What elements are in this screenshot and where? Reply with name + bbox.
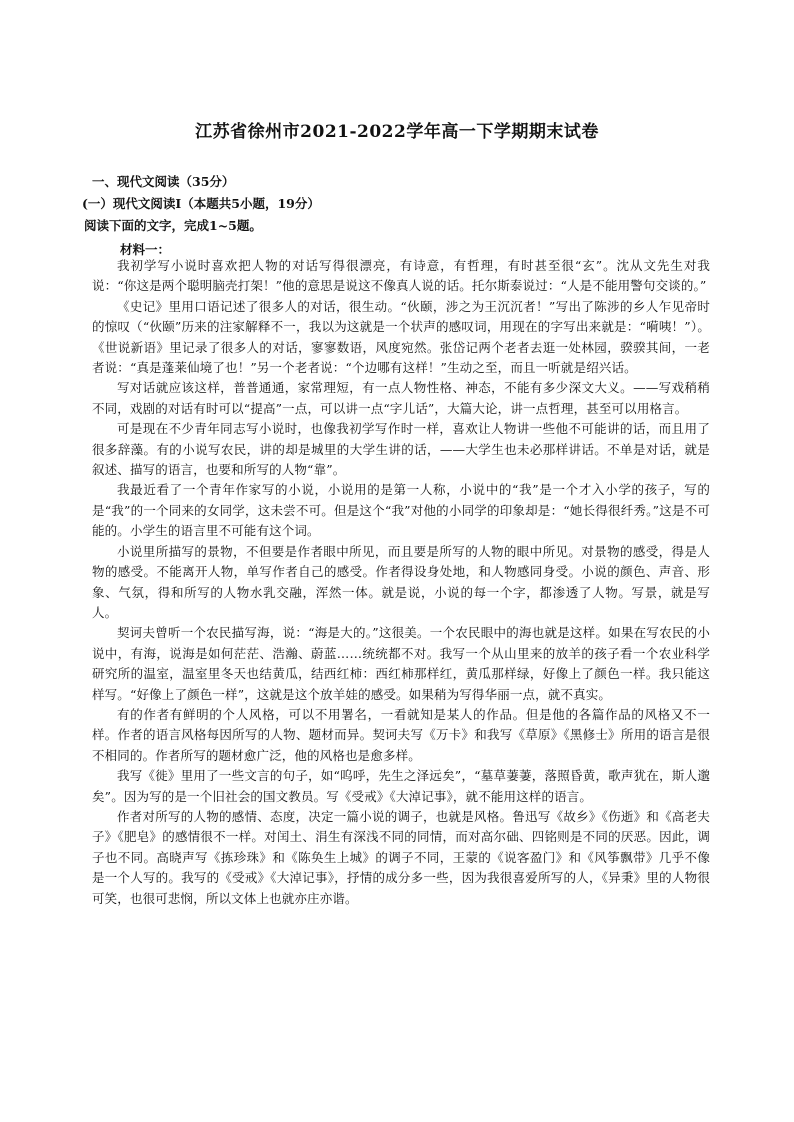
paragraph: 契诃夫曾听一个农民描写海，说：“海是大的。”这很美。一个农民眼中的海也就是这样。如果在写农民的小说中，有海，说海是如何茫茫、浩瀚、蔚蓝……统统都不对。我写一个从山里来的放羊的孩子看一个农业科学研究所的温室，温室里冬天也结黄瓜，结西红柿：西红柿那样红，黄瓜那样绿，好像上了颜色一样。我只能这样写。“好像上了颜色一样”，这就是这个放羊娃的感受。如果稍为写得华丽一点，就不真实。 — [92, 625, 710, 702]
paragraph: 《史记》里用口语记述了很多人的对话，很生动。“伙颐，涉之为王沉沉者！”写出了陈涉的乡人乍见帝时的惊叹（“伙颐”历来的注家解释不一，我以为这就是一个状声的感叹词，用现在的字写出来就是：“嗬咦！”）。《世说新语》里记录了很多人的对话，寥寥数语，风度宛然。张岱记两个老者去逛一处林园，骙骙其间，一老者说：“真是蓬莱仙境了也！”另一个老者说：“个边哪有这样！”生动之至，而且一听就是绍兴话。 — [92, 298, 710, 376]
paragraph: 可是现在不少青年同志写小说时，也像我初学写作时一样，喜欢让人物讲一些他不可能讲的话，而且用了很多辞藻。有的小说写农民，讲的却是城里的大学生讲的话，——大学生也未必那样讲话。不单是对话，就是叙述、描写的语言，也要和所写的人物“靠”。 — [92, 421, 710, 478]
page-title: 江苏省徐州市2021-2022学年高一下学期期末试卷 — [195, 122, 599, 142]
paragraph: 有的作者有鲜明的个人风格，可以不用署名，一看就知是某人的作品。但是他的各篇作品的风格又不一样。作者的语言风格每因所写的人物、题材而异。契诃夫写《万卡》和我写《草原》《黑修士》所用的语言是很不相同的。作者所写的题材愈广泛，他的风格也是愈多样。 — [92, 706, 710, 763]
section-heading: 一、现代文阅读（35分） — [92, 174, 235, 189]
paragraph: 我最近看了一个青年作家写的小说，小说用的是第一人称，小说中的“我”是一个才入小学的孩子，写的是“我”的一个同来的女同学，这未尝不可。但是这个“我”对他的小同学的印象却是：“她长得很纤秀。”这是不可能的。小学生的语言里不可能有这个词。 — [92, 482, 710, 539]
article-body — [92, 256, 710, 909]
paragraph: 写对话就应该这样，普普通通，家常理短，有一点人物性格、神态，不能有多少深文大义。——写戏稍稍不同，戏剧的对话有时可以“提高”一点，可以讲一点“字儿话”，大篇大论，讲一点哲理，甚至可以用格言。 — [92, 380, 710, 416]
paragraph: 我写《徙》里用了一些文言的句子，如“呜呼，先生之泽远矣”，“墓草萋萋，落照昏黄，歌声犹在，斯人邈矣”。因为写的是一个旧社会的国文教员。写《受戒》《大淖记事》，就不能用这样的语言。 — [92, 768, 710, 804]
paragraph: 作者对所写的人物的感情、态度，决定一篇小说的调子，也就是风格。鲁迅写《故乡》《伤逝》和《高老夫子》《肥皂》的感情很不一样。对闰土、涓生有深浅不同的同情，而对高尔础、四铭则是不同的厌恶。因此，调子也不同。高晓声写《拣珍珠》和《陈奂生上城》的调子不同，王蒙的《说客盈门》和《风筝飘带》几乎不像是一个人写的。我写的《受戒》《大淖记事》，抒情的成分多一些，因为我很喜爱所写的人，《异秉》里的人物很可笑，也很可悲悯，所以文体上也就亦庄亦谐。 — [92, 808, 710, 906]
subsection-heading: (一）现代文阅读Ⅰ（本题共5小题，19分） — [82, 196, 320, 211]
paragraph: 我初学写小说时喜欢把人物的对话写得很漂亮，有诗意，有哲理，有时甚至很“玄”。沈从文先生对我说：“你这是两个聪明脑壳打架！”他的意思是说这不像真人说的话。托尔斯泰说过：“人是不能用警句交谈的。” — [92, 258, 710, 294]
reading-instruction: 阅读下面的文字，完成1~5题。 — [84, 218, 262, 233]
paragraph: 小说里所描写的景物，不但要是作者眼中所见，而且要是所写的人物的眼中所见。对景物的感受，得是人物的感受。不能离开人物，单写作者自己的感受。作者得设身处地，和人物感同身受。小说的颜色、声音、形象、气氛，得和所写的人物水乳交融，浑然一体。就是说，小说的每一个字，都渗透了人物。写景，就是写人。 — [92, 543, 710, 620]
material-label: 材料一： — [120, 242, 171, 257]
